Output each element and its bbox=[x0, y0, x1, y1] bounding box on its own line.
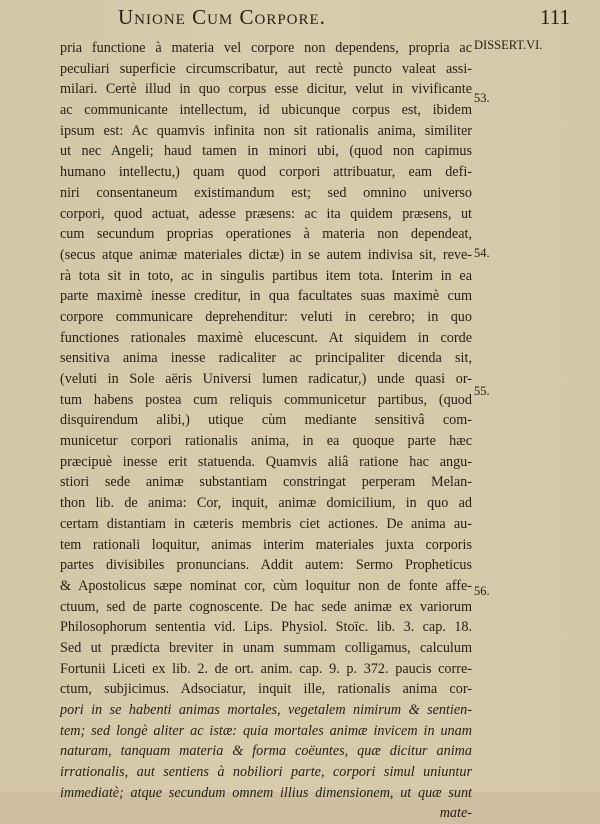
text-line: Sed ut prædicta breviter in unam summam colligamus, calculum bbox=[60, 639, 472, 656]
text-line: Philosophorum sententia vid. Lips. Physiol. Stoïc. lib. 3. cap. 18. bbox=[60, 619, 472, 636]
text-line-italic: immediatè; atque secundum omnem illius dimensionem, ut quæ sunt bbox=[60, 784, 472, 801]
text-line: præcipuè inesse erit statuenda. Quamvis aliâ ratione hac angu- bbox=[60, 453, 472, 470]
text-line: niri consentaneum existimandum est; sed omnino universo bbox=[60, 184, 472, 201]
text-line: ac communicante intellectum, id ubicunque corpus est, ibidem bbox=[60, 102, 472, 119]
running-head bbox=[0, 3, 600, 29]
catchword: mate- bbox=[439, 805, 472, 822]
text-line: tem rationali loquitur, animas interim materiales juxta corporis bbox=[60, 536, 472, 553]
text-line: stiori sede animæ substantiam constringat perperam Melan- bbox=[60, 474, 472, 491]
text-line-italic: pori in se habenti animas mortales, vegetalem nimirum & sentien- bbox=[60, 702, 472, 718]
text-line-italic: tem; sed longè aliter ac istæ: quia mortales animæ invicem in unam bbox=[60, 722, 472, 739]
text-line: milari. Certè illud in quo corpus esse dicitur, velut in vivificante bbox=[60, 81, 472, 98]
text-line: disquirendum alibi,) utique cùm mediante sensitivâ com- bbox=[60, 412, 472, 429]
text-line: ctum, subjicimus. Adsociatur, inquit ille, rationalis anima cor- bbox=[60, 681, 472, 698]
running-head-title: Unione Cum Corpore. bbox=[118, 5, 326, 29]
margin-dissertation: DISSERT.VI. bbox=[474, 38, 543, 52]
text-line: cum secundum proprias operationes à materia non dependeat, bbox=[60, 226, 472, 243]
margin-section-55: 55. bbox=[474, 384, 490, 398]
body-text bbox=[60, 38, 472, 824]
margin-section-53: 53. bbox=[474, 91, 490, 105]
text-line: sensitiva anima inesse radicaliter ac principaliter dicenda sit, bbox=[60, 350, 472, 367]
text-line: functiones rationales maximè elucescunt. At siquidem in corde bbox=[60, 329, 472, 346]
page-number: 111 bbox=[540, 5, 570, 29]
text-line: corpore communicare deprehenditur: veluti in cerebro; in quo bbox=[60, 308, 472, 325]
margin-section-56: 56. bbox=[474, 584, 490, 598]
text-line: rà tota sit in toto, ac in singulis partibus item tota. Interim in ea bbox=[60, 267, 472, 284]
text-line: ut nec Angeli; haud tamen in minori ubi, (quod non capimus bbox=[60, 143, 472, 160]
text-line: parte maximè inesse creditur, in qua facultates suas maximè cum bbox=[60, 288, 472, 305]
text-line: humano intellectu,) quam quod corpori attribuatur, eam defi- bbox=[60, 164, 472, 181]
text-line: & Apostolicus sæpe nominat cor, cùm loquitur non de fonte affe- bbox=[60, 577, 472, 594]
text-line: corpori, quod actuat, adesse præsens: ac ita quidem præsens, ut bbox=[60, 205, 472, 222]
margin-section-54: 54. bbox=[474, 246, 490, 260]
text-line: pria functione à materia vel corpore non dependens, propria ac bbox=[60, 40, 472, 56]
text-line-italic: irrationalis, aut sentiens à nobiliori parte, corpori simul uniuntur bbox=[60, 764, 472, 781]
text-line-italic: naturam, tanquam materia & forma coëuntes, quæ dicitur anima bbox=[60, 743, 472, 760]
text-line: thon lib. de anima: Cor, inquit, animæ domicilium, in quo ad bbox=[60, 495, 472, 512]
text-line: tum habens postea cum reliquis communicetur partibus, (quod bbox=[60, 391, 472, 408]
text-line: partes divisibiles pronuncians. Addit autem: Sermo Propheticus bbox=[60, 557, 472, 574]
text-line: ctuum, sed de parte cognoscente. De hac sede animæ ex variorum bbox=[60, 598, 472, 615]
text-line: Fortunii Liceti ex lib. 2. de ort. anim. cap. 9. p. 372. paucis corre- bbox=[60, 660, 472, 677]
text-line: ipsum est: Ac quamvis infinita non sit rationalis anima, similiter bbox=[60, 122, 472, 139]
text-line: (secus atque animæ materiales dictæ) in se autem indivisa sit, reve- bbox=[60, 246, 472, 263]
text-line: peculiari superficie circumscribatur, aut rectè puncto valeat assi- bbox=[60, 60, 472, 77]
text-line: municetur corpori rationalis anima, in ea quoque parte hæc bbox=[60, 433, 472, 450]
text-line: certam distantiam in cæteris membris ciet actiones. De anima au- bbox=[60, 515, 472, 532]
text-line: (veluti in Sole aëris Universi lumen radicatur,) unde quasi or- bbox=[60, 371, 472, 387]
